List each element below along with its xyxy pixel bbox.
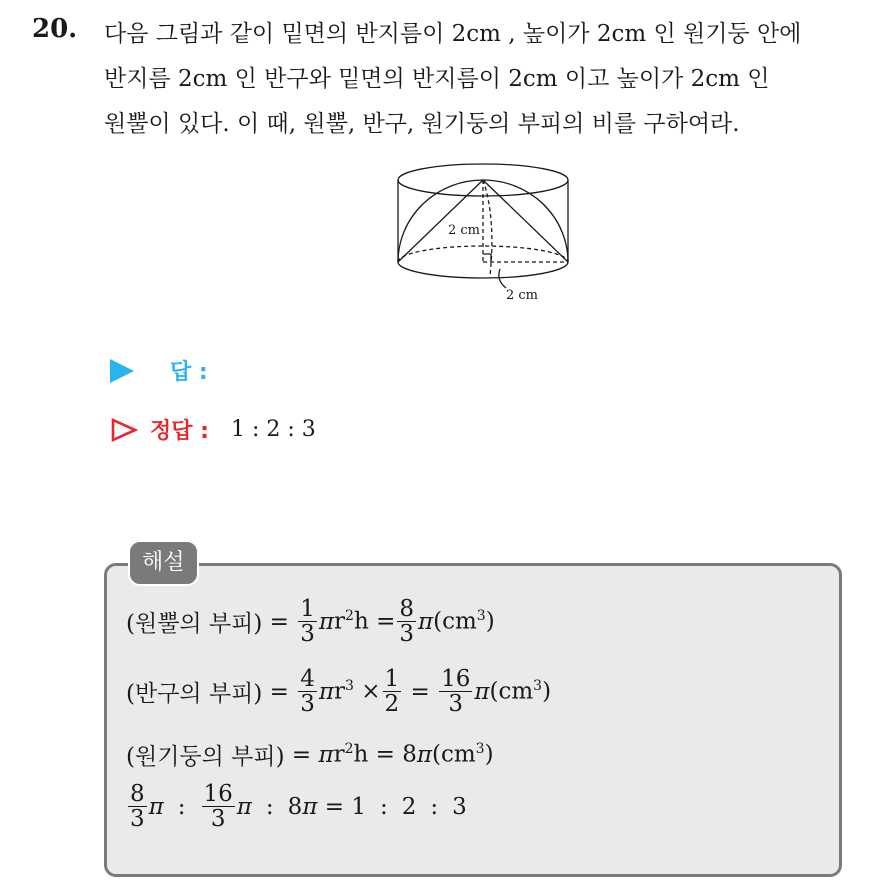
cone-right-edge — [483, 180, 568, 262]
hemisphere-outline — [398, 180, 568, 262]
radius-label: 2 cm — [506, 288, 539, 303]
question-line: 반지름 2cm 인 반구와 밑면의 반지름이 2cm 이고 높이가 2cm 인 — [104, 66, 770, 92]
solution-line-hemisphere: (반구의 부피) = $\frac{4}{3}$ π $r^3$ × $\frac{1}{2}$ = $\frac{16}{3}$ π $(cm^3)$ — [126, 666, 552, 718]
question-line: 원뿔이 있다. 이 때, 원뿔, 반구, 원기둥의 부피의 비를 구하여라. — [104, 111, 740, 137]
solution-tag: 해설 — [128, 540, 199, 586]
red-outline-triangle-icon — [110, 417, 138, 443]
solution-line-cone: (원뿔의 부피) = $\frac{1}{3}$ π $r^2h$ = $\frac{8}{3}$ π $(cm^3)$ — [126, 596, 495, 648]
correct-answer-label: 정답 : — [150, 419, 209, 444]
fraction: $\frac{16}{3}$ — [441, 666, 471, 718]
correct-answer-row — [110, 414, 316, 445]
fraction: $\frac{1}{3}$ — [300, 596, 315, 648]
fraction: $\frac{8}{3}$ — [399, 596, 414, 648]
cylinder-hemisphere-cone-figure — [388, 158, 578, 306]
fraction: $\frac{8}{3}$ — [130, 781, 145, 833]
question-line: 다음 그림과 같이 밑면의 반지름이 2cm , 높이가 2cm 인 원기둥 안에 — [104, 21, 802, 47]
height-label: 2 cm — [448, 223, 481, 238]
blue-triangle-icon — [110, 359, 134, 383]
hemisphere-volume-label: (반구의 부피) — [126, 681, 263, 708]
radius-pointer — [499, 269, 506, 288]
fraction: $\frac{4}{3}$ — [300, 666, 315, 718]
right-angle-mark — [483, 254, 491, 262]
fraction: $\frac{16}{3}$ — [203, 781, 233, 833]
cylinder-volume-label: (원기둥의 부피) — [126, 744, 285, 770]
question-text — [104, 12, 874, 147]
correct-answer-value: 1 : 2 : 3 — [230, 417, 316, 442]
cone-volume-label: (원뿔의 부피) — [126, 611, 263, 638]
answer-label: 답 : — [170, 360, 208, 385]
fraction: $\frac{1}{2}$ — [384, 666, 400, 718]
question-number: 20. — [32, 14, 78, 44]
answer-blank-row — [110, 355, 208, 386]
solution-line-ratio: $\frac{8}{3}$ π : $\frac{16}{3}$ π : 8 π = 1 : 2 : 3 — [130, 781, 467, 833]
cone-left-edge — [398, 180, 483, 262]
solution-line-cylinder: (원기둥의 부피) = π $r^2h = 8$ π $(cm^3)$ — [126, 738, 494, 771]
cylinder-bottom-front — [398, 262, 568, 278]
